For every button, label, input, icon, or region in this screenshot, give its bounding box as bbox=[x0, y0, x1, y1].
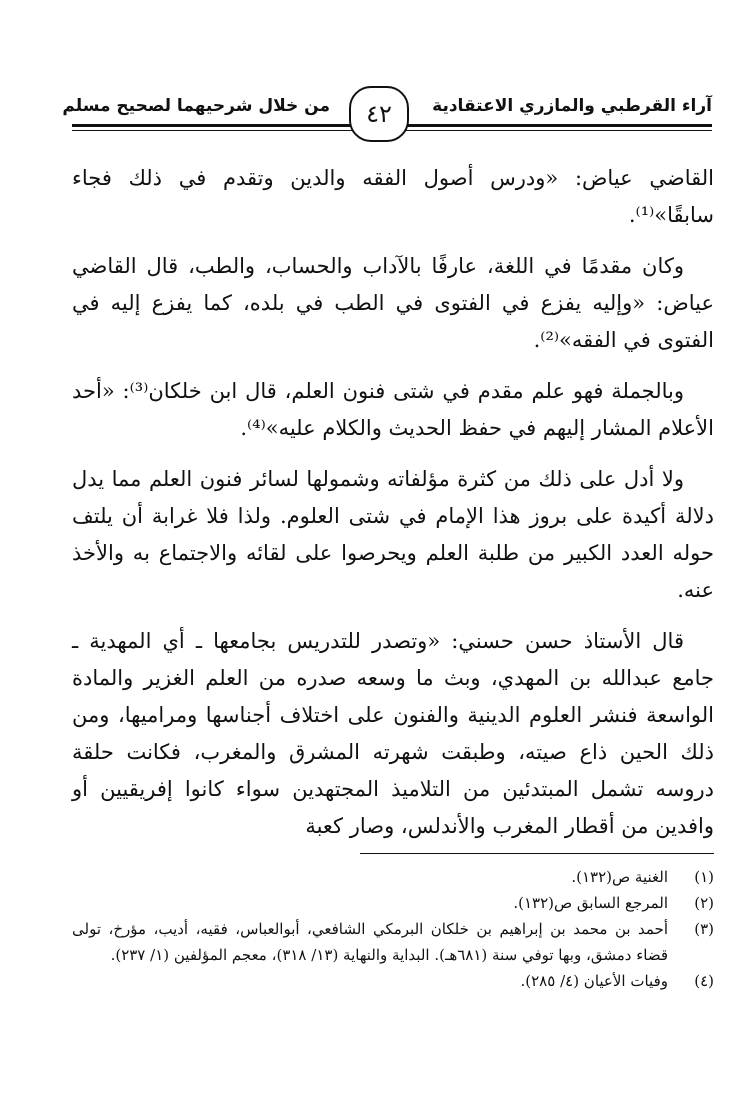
footnote bbox=[72, 890, 714, 916]
book-subtitle: من خلال شرحيهما لصحيح مسلم bbox=[62, 96, 330, 116]
footnote-separator bbox=[360, 853, 714, 854]
footnote-text: المرجع السابق ص(١٣٢). bbox=[513, 894, 668, 912]
footnote-text: أحمد بن محمد بن إبراهيم بن خلكان البرمكي الشافعي، أبوالعباس، فقيه، أديب، مؤرخ، تولى قضاء دمشق، وبها توفي سنة (٦٨١هـ). البداية والنهاية (١٣/ ٣١٨)، معجم المؤلفين (١/ ٢٣٧). bbox=[72, 920, 668, 964]
footnote-number: (٢) bbox=[694, 894, 714, 912]
footnote bbox=[72, 864, 714, 890]
paragraph: وبالجملة فهو علم مقدم في شتى فنون العلم، قال ابن خلكان⁽³⁾: «أحد الأعلام المشار إليهم في حفظ الحديث والكلام عليه»⁽⁴⁾. bbox=[72, 379, 714, 440]
footnote-number: (٤) bbox=[694, 972, 714, 990]
paragraph: وكان مقدمًا في اللغة، عارفًا بالآداب والحساب، والطب، قال القاضي عياض: «وإليه يفزع في الفتوى في الطب في بلده، كما يفزع إليه في الفتوى في الفقه»⁽²⁾. bbox=[72, 254, 714, 352]
book-title: آراء القرطبي والمازري الاعتقادية bbox=[432, 96, 712, 116]
footnote-number: (١) bbox=[694, 868, 714, 886]
page-number: ٤٢ bbox=[349, 86, 409, 142]
footnote-text: وفيات الأعيان (٤/ ٢٨٥). bbox=[520, 972, 668, 990]
footnote-number: (٣) bbox=[694, 920, 714, 938]
footnote-text: الغنية ص(١٣٢). bbox=[571, 868, 668, 886]
footnote bbox=[72, 968, 714, 994]
paragraph: ولا أدل على ذلك من كثرة مؤلفاته وشمولها لسائر فنون العلم مما يدل دلالة أكيدة على بروز هذا الإمام في شتى العلوم. ولذا فلا غرابة أن يلتف حوله العدد الكبير من طلبة العلم ويحرصوا على لقائه والاجتماع به والأخذ عنه. bbox=[72, 467, 714, 602]
footnotes bbox=[72, 864, 714, 994]
body-text bbox=[72, 160, 714, 859]
running-header bbox=[62, 86, 712, 146]
paragraph: قال الأستاذ حسن حسني: «وتصدر للتدريس بجامعها ـ أي المهدية ـ جامع عبدالله بن المهدي، وبث ما وسعه صدره من العلم الغزير والمادة الواسعة فنشر العلوم الدينية والفنون على اختلاف أجناسها ومراميها، ومن ذلك الحين ذاع صيته، وطبقت شهرته المشرق والمغرب، فكانت حلقة دروسه تشمل المبتدئين من التلاميذ المجتهدين سواء كانوا إفريقيين أو وافدين من أقطار المغرب والأندلس، وصار كعبة bbox=[72, 629, 714, 838]
paragraph: القاضي عياض: «ودرس أصول الفقه والدين وتقدم في ذلك فجاء سابقًا»⁽¹⁾. bbox=[72, 166, 714, 227]
footnote bbox=[72, 916, 714, 968]
